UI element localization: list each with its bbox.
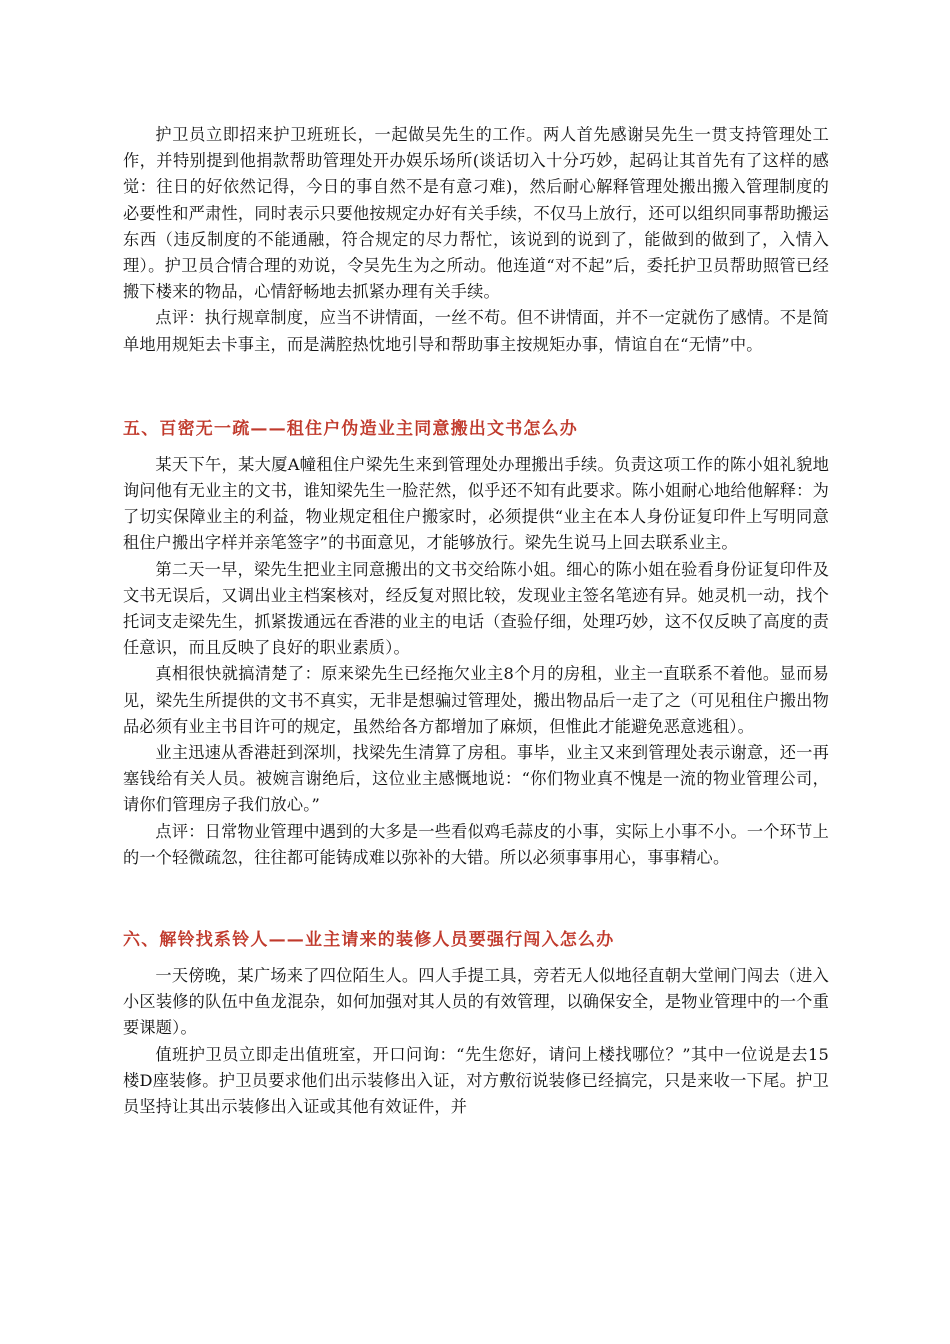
section-5-paragraph-4: 业主迅速从香港赶到深圳，找梁先生清算了房租。事毕，业主又来到管理处表示谢意，还一再塞钱给有关人员。被婉言谢绝后，这位业主感慨地说：“你们物业真不愧是一流的物业管理公司，请你们管理房子我们放心。” bbox=[123, 743, 829, 815]
section-6-paragraph-1: 一天傍晚，某广场来了四位陌生人。四人手提工具，旁若无人似地径直朝大堂闸门闯去（进入小区装修的队伍中鱼龙混杂，如何加强对其人员的有效管理，以确保安全，是物业管理中的一个重要课题）。 bbox=[123, 966, 829, 1038]
section-5-heading: 五、百密无一疏——租住户伪造业主同意搬出文书怎么办 bbox=[123, 418, 578, 439]
section-5-paragraph-2: 第二天一早，梁先生把业主同意搬出的文书交给陈小姐。细心的陈小姐在验看身份证复印件及文书无误后，又调出业主档案核对，经反复对照比较，发现业主签名笔迹有异。她灵机一动，找个托词支走梁先生，抓紧拨通远在香港的业主的电话（查验仔细，处理巧妙，这不仅反映了高度的责任意识，而且反映了良好的职业素质）。 bbox=[123, 559, 829, 658]
section-6-heading: 六、解铃找系铃人——业主请来的装修人员要强行闯入怎么办 bbox=[123, 930, 615, 951]
section-5-paragraph-1: 某天下午，某大厦A幢租住户梁先生来到管理处办理搬出手续。负责这项工作的陈小姐礼貌地询问他有无业主的文书，谁知梁先生一脸茫然，似乎还不知有此要求。陈小姐耐心地给他解释：为了切实保障业主的利益，物业规定租住户搬家时，必须提供“业主在本人身份证复印件上写明同意租住户搬出字样并亲笔签字”的书面意见，才能够放行。梁先生说马上回去联系业主。 bbox=[123, 454, 829, 553]
intro-paragraph-1: 护卫员立即招来护卫班班长，一起做吴先生的工作。两人首先感谢吴先生一贯支持管理处工作，并特别提到他捐款帮助管理处开办娱乐场所(谈话切入十分巧妙，起码让其首先有了这样的感觉：往日的好依然记得，今日的事自然不是有意刁难)，然后耐心解释管理处搬出搬入管理制度的必要性和严肃性，同时表示只要他按规定办好有关手续，不仅马上放行，还可以组织同事帮助搬运东西（违反制度的不能通融，符合规定的尽力帮忙，该说到的说到了，能做到的做到了，入情入理）。护卫员合情合理的劝说，令吴先生为之所动。他连道“对不起”后，委托护卫员帮助照管已经搬下楼来的物品，心情舒畅地去抓紧办理有关手续。 bbox=[123, 125, 829, 302]
section-5-paragraph-3: 真相很快就搞清楚了：原来梁先生已经拖欠业主8个月的房租，业主一直联系不着他。显而易见，梁先生所提供的文书不真实，无非是想骗过管理处，搬出物品后一走了之（可见租住户搬出物品必须有业主书目许可的规定，虽然给各方都增加了麻烦，但惟此才能避免恶意逃租）。 bbox=[123, 664, 829, 736]
document-body bbox=[123, 122, 829, 1120]
section-6-paragraph-2: 值班护卫员立即走出值班室，开口问询：“先生您好，请问上楼找哪位？”其中一位说是去15楼D座装修。护卫员要求他们出示装修出入证，对方敷衍说装修已经搞完，只是来收一下尾。护卫员坚持让其出示装修出入证或其他有效证件，并 bbox=[123, 1044, 829, 1117]
intro-review-paragraph: 点评：执行规章制度，应当不讲情面，一丝不苟。但不讲情面，并不一定就伤了感情。不是简单地用规矩去卡事主，而是满腔热忱地引导和帮助事主按规矩办事，情谊自在“无情”中。 bbox=[123, 308, 829, 354]
section-5-review-paragraph: 点评：日常物业管理中遇到的大多是一些看似鸡毛蒜皮的小事，实际上小事不小。一个环节上的一个轻微疏忽，往往都可能铸成难以弥补的大错。所以必须事事用心，事事精心。 bbox=[123, 821, 829, 867]
